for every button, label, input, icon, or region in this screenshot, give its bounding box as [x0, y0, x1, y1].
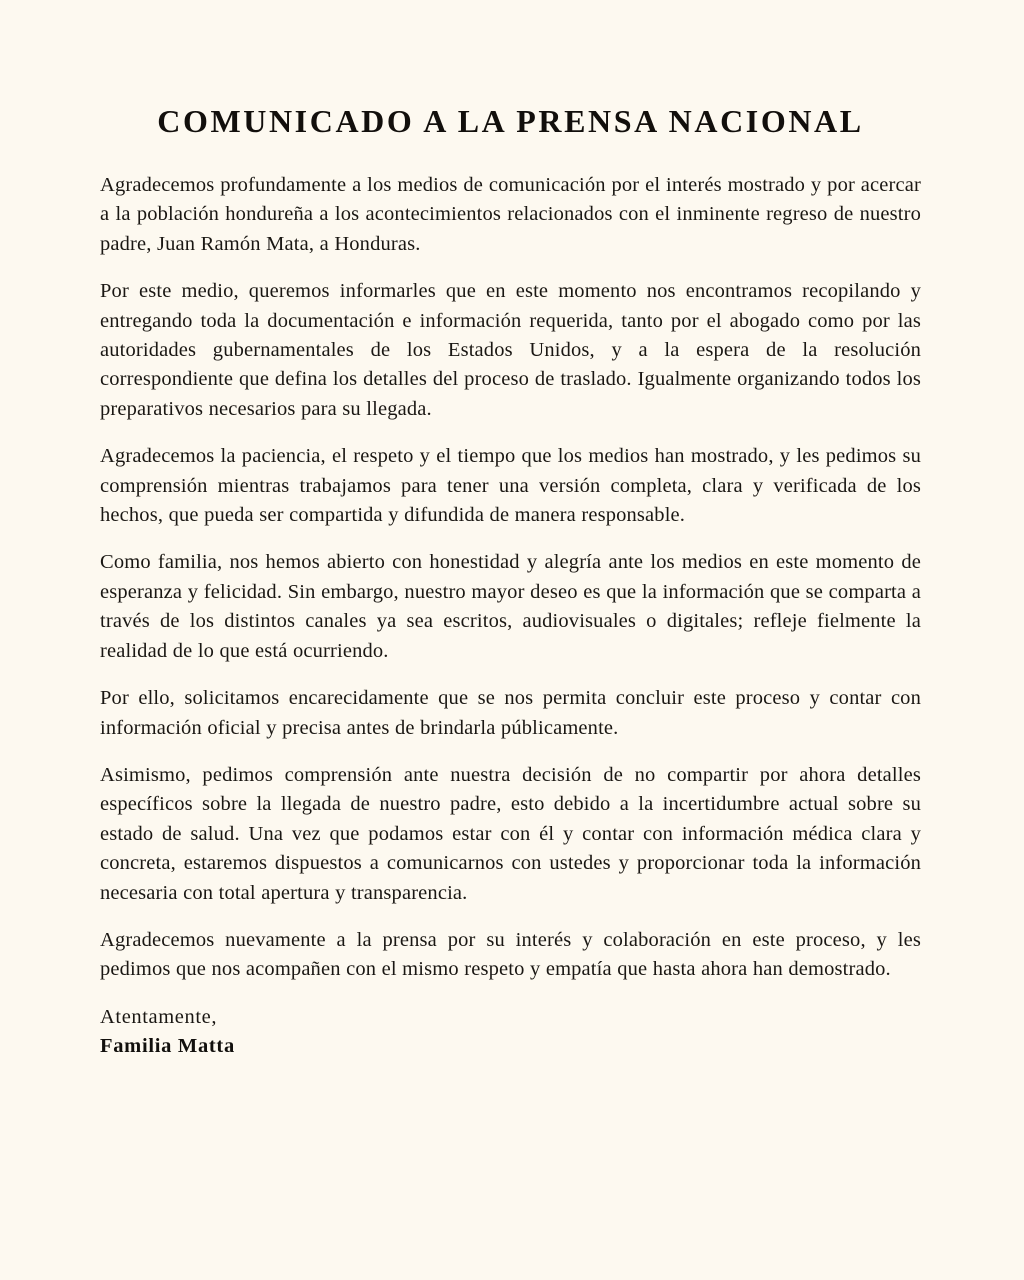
document-body — [100, 171, 921, 1062]
paragraph-2: Por este medio, queremos informarles que en este momento nos encontramos recopilando y entregando toda la documentación e información requerida, tanto por el abogado como por las autoridades gubernamentales de los Estados Unidos, y a la espera de la resolución correspondiente que defina los detalles del proceso de traslado. Igualmente organizando todos los preparativos necesarios para su llegada. — [100, 280, 921, 420]
paragraph-7: Agradecemos nuevamente a la prensa por su interés y colaboración en este proceso, y les pedimos que nos acompañen con el mismo respeto y empatía que hasta ahora han demostrado. — [100, 928, 921, 981]
signoff-signer: Familia Matta — [100, 1035, 235, 1058]
paragraph-1: Agradecemos profundamente a los medios de comunicación por el interés mostrado y por acercar a la población hondureña a los acontecimientos relacionados con el inminente regreso de nuestro padre, Juan Ramón Mata, a Honduras. — [100, 174, 921, 255]
signature-block — [100, 1003, 921, 1062]
paragraph-4: Como familia, nos hemos abierto con honestidad y alegría ante los medios en este momento de esperanza y felicidad. Sin embargo, nuestro mayor deseo es que la información que se comparta a través de los distintos canales ya sea escritos, audiovisuales o digitales; refleje fielmente la realidad de lo que está ocurriendo. — [100, 551, 921, 662]
paragraph-3: Agradecemos la paciencia, el respeto y el tiempo que los medios han mostrado, y les pedimos su comprensión mientras trabajamos para tener una versión completa, clara y verificada de los hechos, que pueda ser compartida y difundida de manera responsable. — [100, 445, 921, 527]
page-title: COMUNICADO A LA PRENSA NACIONAL — [157, 103, 864, 139]
signoff-closing: Atentamente, — [100, 1005, 218, 1028]
paragraph-6: Asimismo, pedimos comprensión ante nuestra decisión de no compartir por ahora detalles específicos sobre la llegada de nuestro padre, esto debido a la incertidumbre actual sobre su estado de salud. Una vez que podamos estar con él y contar con información médica clara y concreta, estaremos dispuestos a comunicarnos con ustedes y proporcionar toda la información necesaria con total apertura y transparencia. — [100, 763, 921, 904]
paragraph-5: Por ello, solicitamos encarecidamente que se nos permita concluir este proceso y contar con información oficial y precisa antes de brindarla públicamente. — [100, 687, 921, 739]
